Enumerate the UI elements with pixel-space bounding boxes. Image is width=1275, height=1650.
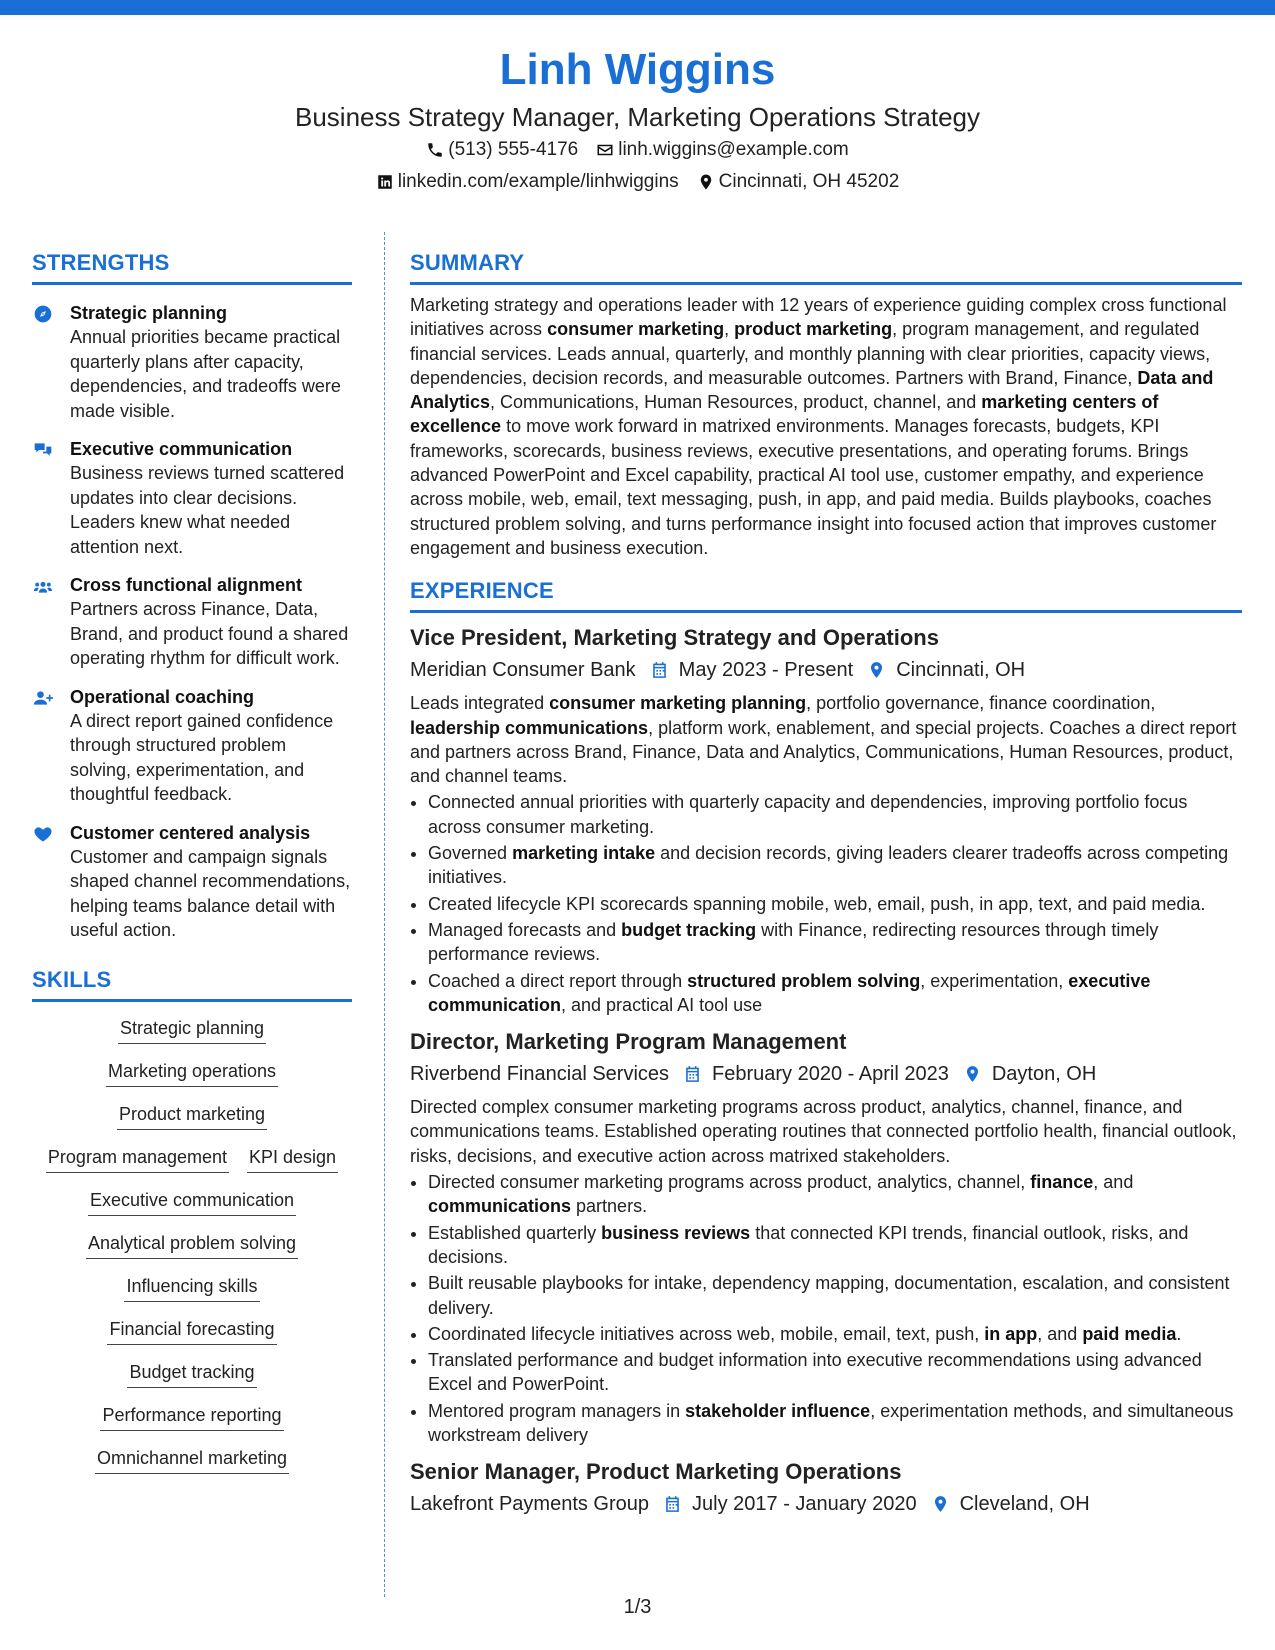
strength-title: Strategic planning [70,303,228,323]
bold-phrase: product marketing [734,319,893,340]
job-bullet [428,1322,1242,1346]
text-run: to move work forward in matrixed environments. Manages forecasts, budgets, KPI frameworks, scorecards, business reviews, executive presentations, and operating forums. Brings advanced PowerPoint and Excel capability, practical AI tool use, customer empathy, and experience across mobile, web, email, text messaging, push, in app, and paid media. Builds playbooks, coaches structured problem solving, and turns performance insight into focused action that improves customer engagement and business execution. [410,416,1217,558]
top-accent-bar [0,0,1275,15]
job-dates: February 2020 - April 2023 [712,1063,949,1086]
text-run: , program management, and regulated financial services. Leads annual, quarterly, and monthly planning with clear priorities, capacity views, dependencies, decision records, and measurable outcomes. Partners with Brand, Finance, [410,319,1211,388]
compass-icon [32,304,54,324]
job-bullet [428,1170,1242,1219]
bold-phrase: marketing centers of excellence [410,392,1159,437]
bold-phrase: business reviews [601,1222,751,1243]
contact-row-2 [0,166,1275,198]
job-meta [410,1059,1242,1089]
skill-row [32,1145,352,1173]
linkedin-contact[interactable] [376,166,679,198]
job-company: Meridian Consumer Bank [410,659,636,682]
strength-icon-wrap [32,301,58,423]
text-run: with Finance, redirecting resources through timely performance reviews. [428,919,1159,965]
map-pin-icon [931,1494,950,1514]
skill-executive-communication: Executive communication [88,1188,296,1216]
job-location: Dayton, OH [991,1063,1097,1086]
skill-performance-reporting: Performance reporting [100,1403,283,1431]
users-icon [32,576,54,596]
location-text: Cincinnati, OH 45202 [718,171,900,192]
strength-item-cross-functional-alignment [32,573,352,671]
strength-title: Cross functional alignment [70,575,303,595]
strength-item-customer-centered-analysis [32,821,352,943]
job-bullet [428,969,1242,1018]
calendar-icon [650,660,669,680]
bold-phrase: consumer marketing [547,319,725,340]
bold-phrase: leadership communications [410,717,649,738]
skill-influencing-skills: Influencing skills [124,1274,259,1302]
skill-row [32,1059,352,1087]
job-bullet [428,790,1242,839]
text-run: Leads integrated [410,693,550,714]
job-dates: May 2023 - Present [678,659,854,682]
strength-description: Customer and campaign signals shaped channel recommendations, helping teams balance detail with useful action. [70,846,351,940]
text-run: Coached a direct report through [428,970,688,991]
text-run: Coordinated lifecycle initiatives across web, mobile, email, text, push, [428,1323,985,1344]
right-column [410,248,1242,1519]
strength-description: Annual priorities became practical quarterly plans after capacity, dependencies, and tradeoffs were made visible. [70,327,341,421]
skill-row [32,1102,352,1130]
skill-row [32,1016,352,1044]
job-entry [410,1027,1242,1447]
text-run: Established quarterly [428,1222,602,1243]
skills-heading: SKILLS [32,965,352,1002]
job-company: Lakefront Payments Group [410,1493,650,1516]
bold-phrase: consumer marketing planning [549,693,807,714]
text-run: . [1176,1323,1182,1344]
strength-title: Operational coaching [70,686,255,707]
text-run: , and [1093,1172,1134,1193]
job-location: Cleveland, OH [959,1493,1090,1516]
job-location: Cincinnati, OH [896,659,1026,682]
bold-phrase: communications [428,1196,572,1217]
strength-icon-wrap [32,821,58,943]
comments-icon [32,440,54,460]
text-run: , experimentation, [920,970,1069,991]
strength-icon-wrap [32,685,58,807]
text-run: Built reusable playbooks for intake, dependency mapping, documentation, escalation, and consistent delivery. [428,1273,1230,1318]
contact-row-1 [0,134,1275,166]
job-description [410,691,1242,788]
map-pin-icon [867,660,886,680]
summary-paragraph [410,293,1242,560]
job-bullet [428,918,1242,967]
job-bullet [428,892,1242,916]
strength-title: Executive communication [70,439,293,459]
text-run: , portfolio governance, finance coordination, [806,693,1156,714]
text-run: , experimentation methods, and simultaneous workstream delivery [428,1400,1234,1445]
text-run: Created lifecycle KPI scorecards spanning mobile, web, email, push, in app, text, and paid media. [428,893,1206,914]
experience-heading: EXPERIENCE [410,576,1242,613]
strength-description: Partners across Finance, Data, Brand, and product found a shared operating rhythm for difficult work. [70,599,349,668]
summary-heading: SUMMARY [410,248,1242,285]
bold-phrase: paid media [1082,1323,1177,1344]
text-run: Governed [428,843,513,864]
job-entry [410,623,1242,1017]
job-meta [410,655,1242,685]
job-bullets [410,790,1242,1017]
strength-description: Business reviews turned scattered updates into clear decisions. Leaders knew what needed attention next. [70,463,345,557]
job-meta [410,1489,1242,1519]
strengths-heading: STRENGTHS [32,248,352,285]
linkedin-text[interactable]: linkedin.com/example/linhwiggins [397,171,679,192]
phone-text: (513) 555-4176 [448,139,579,160]
skill-product-marketing: Product marketing [117,1102,267,1130]
bold-phrase: finance [1030,1172,1094,1193]
text-run: that connected KPI trends, financial outlook, risks, and decisions. [428,1222,1189,1267]
heart-icon [32,824,54,844]
strength-item-executive-communication [32,437,352,559]
skill-budget-tracking: Budget tracking [127,1360,256,1388]
text-run: , and practical AI tool use [561,994,763,1015]
candidate-name: Linh Wiggins [499,45,776,94]
map-pin-icon [697,173,715,191]
job-description [410,1095,1242,1168]
text-run: Managed forecasts and [428,919,622,940]
skill-row [32,1274,352,1302]
user-plus-icon [32,688,54,708]
job-entry [410,1457,1242,1519]
job-bullet [428,841,1242,890]
text-run: and decision records, giving leaders clearer tradeoffs across competing initiatives. [428,843,1229,888]
left-column [32,248,352,1489]
text-run: Directed consumer marketing programs across product, analytics, channel, [428,1172,1031,1193]
text-run: Connected annual priorities with quarterly capacity and dependencies, improving portfolio focus across consumer marketing. [428,792,1188,837]
skill-financial-forecasting: Financial forecasting [107,1317,276,1345]
location-contact [697,166,900,198]
column-divider [384,232,385,1597]
text-run: , [724,319,735,340]
phone-icon [426,141,444,159]
bold-phrase: in app [984,1323,1038,1344]
text-run: partners. [571,1196,648,1217]
strength-icon-wrap [32,437,58,559]
jobs-list [410,623,1242,1519]
job-bullet [428,1221,1242,1270]
skill-analytical-problem-solving: Analytical problem solving [86,1231,298,1259]
skill-row [32,1231,352,1259]
skill-row [32,1188,352,1216]
text-run: , platform work, enablement, and special projects. Coaches a direct report and partners across Brand, Finance, Data and Analytics, Communications, Human Resources, product, and channel teams. [410,717,1237,787]
skills-list [32,1016,352,1474]
skill-kpi-design: KPI design [247,1145,338,1173]
envelope-icon [596,141,614,159]
email-text[interactable]: linh.wiggins@example.com [618,139,849,160]
map-pin-icon [963,1064,982,1084]
resume-header [0,42,1275,198]
phone-contact [426,134,578,166]
text-run: Mentored program managers in [428,1400,686,1421]
skill-row [32,1317,352,1345]
text-run: , Communications, Human Resources, product, channel, and [490,392,982,413]
job-bullets [410,1170,1242,1447]
page-number: 1/3 [623,1596,652,1618]
job-role: Vice President, Marketing Strategy and Operations [410,625,939,651]
skill-program-management: Program management [46,1145,229,1173]
job-role: Director, Marketing Program Management [410,1029,847,1055]
bold-phrase: structured problem solving [687,970,921,991]
strength-icon-wrap [32,573,58,671]
text-run: Translated performance and budget information into executive recommendations using advanced Excel and PowerPoint. [428,1350,1202,1395]
calendar-icon [663,1494,682,1514]
bold-phrase: budget tracking [621,919,757,940]
text-run: Directed complex consumer marketing programs across product, analytics, channel, finance, and communications teams. Established operating routines that connected portfolio health, financial outlook, risks, decisions, and executive action across matrixed stakeholders. [410,1097,1237,1166]
skill-row [32,1403,352,1431]
calendar-icon [683,1064,702,1084]
text-run: , and [1037,1323,1083,1344]
bold-phrase: executive communication [428,970,1151,1015]
candidate-title: Business Strategy Manager, Marketing Operations Strategy [294,102,980,132]
skill-strategic-planning: Strategic planning [118,1016,266,1044]
job-company: Riverbend Financial Services [410,1063,670,1086]
strength-title: Customer centered analysis [70,822,311,843]
text-run: Marketing strategy and operations leader with 12 years of experience guiding complex cross functional initiatives across [410,295,1227,340]
strength-description: A direct report gained confidence through structured problem solving, experimentation, and thoughtful feedback. [70,710,334,804]
job-role: Senior Manager, Product Marketing Operations [410,1459,902,1485]
skill-marketing-operations: Marketing operations [106,1059,278,1087]
job-bullet [428,1348,1242,1397]
skill-omnichannel-marketing: Omnichannel marketing [95,1446,289,1474]
job-dates: July 2017 - January 2020 [692,1493,917,1516]
strength-item-operational-coaching [32,685,352,807]
email-contact[interactable] [596,134,849,166]
job-bullet [428,1271,1242,1320]
bold-phrase: Data and Analytics [410,367,1214,413]
skill-row [32,1446,352,1474]
linkedin-icon [376,173,394,191]
job-bullet [428,1399,1242,1448]
bold-phrase: stakeholder influence [685,1400,871,1421]
strengths-list [32,301,352,943]
skill-row [32,1360,352,1388]
strength-item-strategic-planning [32,301,352,423]
bold-phrase: marketing intake [512,843,656,864]
